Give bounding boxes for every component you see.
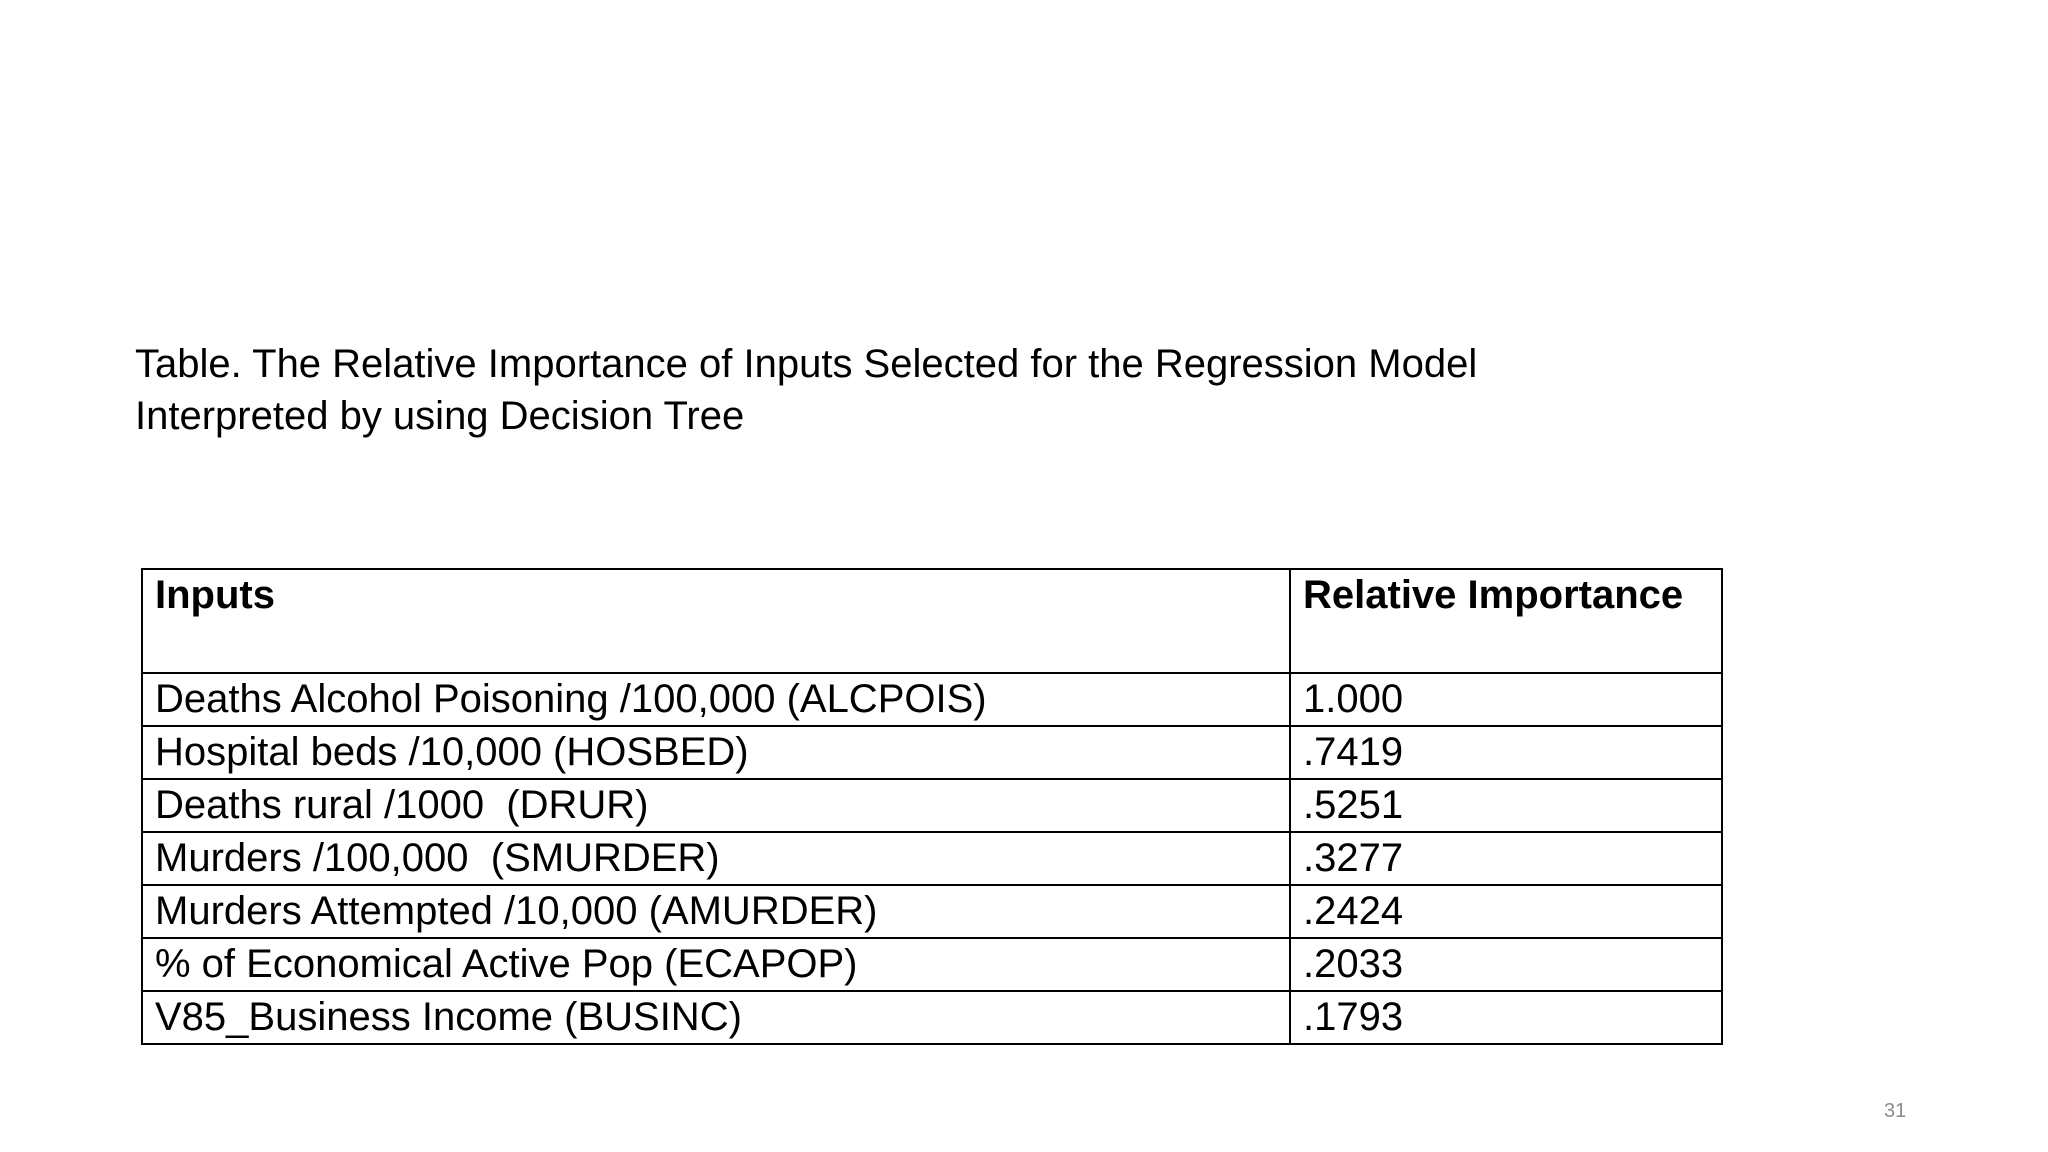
table-row <box>142 832 1722 885</box>
header-relative-importance: Relative Importance <box>1290 569 1722 673</box>
table-caption <box>135 338 1735 442</box>
importance-cell: .5251 <box>1290 779 1722 832</box>
table-header-row <box>142 569 1722 673</box>
input-cell: V85_Business Income (BUSINC) <box>142 991 1290 1044</box>
input-cell: Hospital beds /10,000 (HOSBED) <box>142 726 1290 779</box>
caption-line-2: Interpreted by using Decision Tree <box>135 394 745 438</box>
input-cell: Deaths Alcohol Poisoning /100,000 (ALCPOIS) <box>142 673 1290 726</box>
input-cell: Murders /100,000 (SMURDER) <box>142 832 1290 885</box>
table-row <box>142 938 1722 991</box>
table-row <box>142 885 1722 938</box>
table-row <box>142 991 1722 1044</box>
relative-importance-table <box>141 568 1723 1045</box>
table-row <box>142 726 1722 779</box>
importance-cell: .3277 <box>1290 832 1722 885</box>
importance-cell: .7419 <box>1290 726 1722 779</box>
input-cell: Murders Attempted /10,000 (AMURDER) <box>142 885 1290 938</box>
importance-cell: 1.000 <box>1290 673 1722 726</box>
importance-cell: .2424 <box>1290 885 1722 938</box>
table-row <box>142 673 1722 726</box>
table-row <box>142 779 1722 832</box>
caption-line-1: Table. The Relative Importance of Inputs Selected for the Regression Model <box>135 342 1478 386</box>
input-cell: Deaths rural /1000 (DRUR) <box>142 779 1290 832</box>
page-number: 31 <box>1884 1100 1907 1122</box>
importance-cell: .2033 <box>1290 938 1722 991</box>
importance-cell: .1793 <box>1290 991 1722 1044</box>
header-inputs: Inputs <box>142 569 1290 673</box>
input-cell: % of Economical Active Pop (ECAPOP) <box>142 938 1290 991</box>
